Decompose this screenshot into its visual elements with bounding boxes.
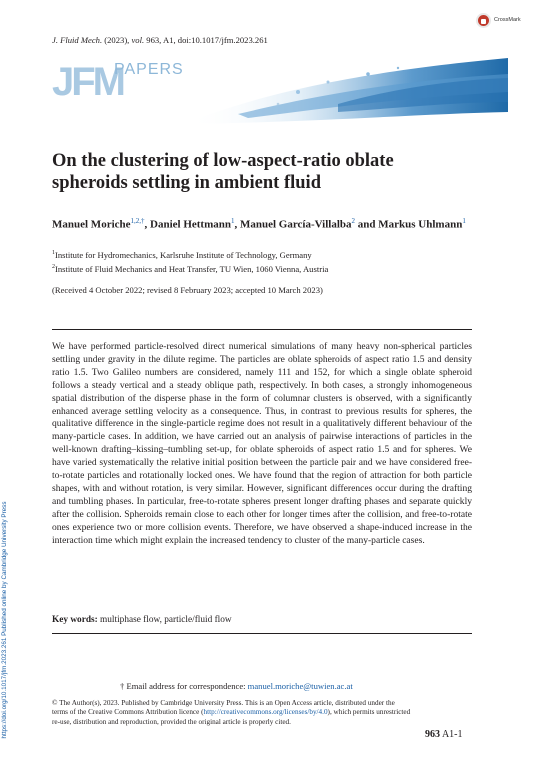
journal-citation <box>52 35 268 45</box>
author-4: and Markus Uhlmann <box>355 218 463 231</box>
affiliation-1-text: Institute for Hydromechanics, Karlsruhe Institute of Technology, Germany <box>55 250 312 260</box>
article-title: On the clustering of low-aspect-ratio oblate spheroids settling in ambient fluid <box>52 151 394 193</box>
correspondence-note <box>120 681 353 691</box>
author-list <box>52 214 482 232</box>
author-2-sup[interactable]: 1 <box>231 217 235 225</box>
author-4-sup[interactable]: 1 <box>462 217 466 225</box>
author-1: Manuel Moriche <box>52 218 131 231</box>
page-number <box>425 729 463 740</box>
received-dates: (Received 4 October 2022; revised 8 February 2023; accepted 10 March 2023) <box>52 285 323 295</box>
divider-top <box>52 329 472 330</box>
journal-banner <box>38 52 508 128</box>
journal-name: J. Fluid Mech. <box>52 35 103 45</box>
keywords <box>52 615 232 625</box>
keywords-text: multiphase flow, particle/fluid flow <box>97 615 232 625</box>
citation-rest: 963, A1, doi:10.1017/jfm.2023.261 <box>144 35 268 45</box>
author-1-sup[interactable]: 1,2,† <box>130 217 145 225</box>
affiliation-2 <box>52 264 328 274</box>
author-3-sup[interactable]: 2 <box>351 217 356 225</box>
crossmark-icon <box>476 13 491 28</box>
citation-year: (2023), <box>102 35 132 45</box>
email-link[interactable]: manuel.moriche@tuwien.ac.at <box>247 681 353 691</box>
license-text <box>52 699 412 727</box>
author-3: , Manuel García-Villalba <box>234 218 352 231</box>
affiliation-1 <box>52 250 312 260</box>
crossmark-label: CrossMark <box>494 17 521 23</box>
doi-side-text[interactable]: https://doi.org/10.1017/jfm.2023.261 Published online by Cambridge University Press <box>1 501 8 739</box>
license-part-1: © The Author(s), 2023. Published by Cambridge University Press. This is an Open Access article, distributed under the terms of the Creative Commons Attribution licence ( <box>52 699 395 717</box>
page-volume: 963 <box>425 729 440 740</box>
affiliation-2-num: 2 <box>52 264 55 271</box>
author-2: , Daniel Hettmann <box>144 218 231 231</box>
affiliation-1-num: 1 <box>52 250 55 257</box>
crossmark-badge[interactable] <box>476 10 532 30</box>
license-link[interactable]: http://creativecommons.org/licenses/by/4.0 <box>203 708 328 717</box>
email-prefix: † Email address for correspondence: <box>120 681 248 691</box>
abstract-text: We have performed particle-resolved direct numerical simulations of many heavy non-spherical particles settling under gravity in the dilute regime. The particles are oblate spheroids of aspect ratio 1.5 and density ratio 1.5. Two Galileo numbers are considered, namely 111 and 152, for which a single oblate spheroid follows a steady vertical and a steady oblique path, respectively. In both cases, a strongly inhomogeneous spatial distribution of the disperse phase in the form of columnar clusters is observed, with a significantly enhanced average settling velocity as a consequence. Thus, in contrast to previous results for spheres, the qualitative difference in the single-particle regime does not result in a qualitatively different behaviour of the many-particle cases. In addition, we have carried out an analysis of pairwise interactions of particles in the well-known drafting–kissing–tumbling set-up, for oblate spheroids of aspect ratio 1.5 and for spheres. We have varied systematically the relative initial position between the particle pair and we have considered free-to-rotate particles and rotationally locked ones. We have found that the region of attraction for both particle shapes, with and without rotation, is very similar. However, significant differences occur during the drafting and tumbling phases. In particular, free-to-rotate spheres present longer drafting phases and separate quickly after the collision. Spheroids remain close to each other for longer times after the collision, and free-to-rotate ones experience two or more collision events. Therefore, we have observed a shape-induced increase in the interaction time which might explain the increased tendency to cluster of the many-particle cases. <box>52 341 472 546</box>
jfm-logo: JFM <box>52 60 123 104</box>
divider-bottom <box>52 633 472 634</box>
keywords-label: Key words: <box>52 615 98 625</box>
papers-label: PAPERS <box>114 61 184 78</box>
page-article: A1-1 <box>440 729 463 740</box>
affiliation-2-text: Institute of Fluid Mechanics and Heat Transfer, TU Wien, 1060 Vienna, Austria <box>55 264 329 274</box>
citation-vol: vol. <box>131 35 145 45</box>
license-part-2: ), which permits unrestricted re-use, distribution and reproduction, provided the original article is properly cited. <box>52 708 411 726</box>
doi-side-strip[interactable] <box>1 470 13 768</box>
